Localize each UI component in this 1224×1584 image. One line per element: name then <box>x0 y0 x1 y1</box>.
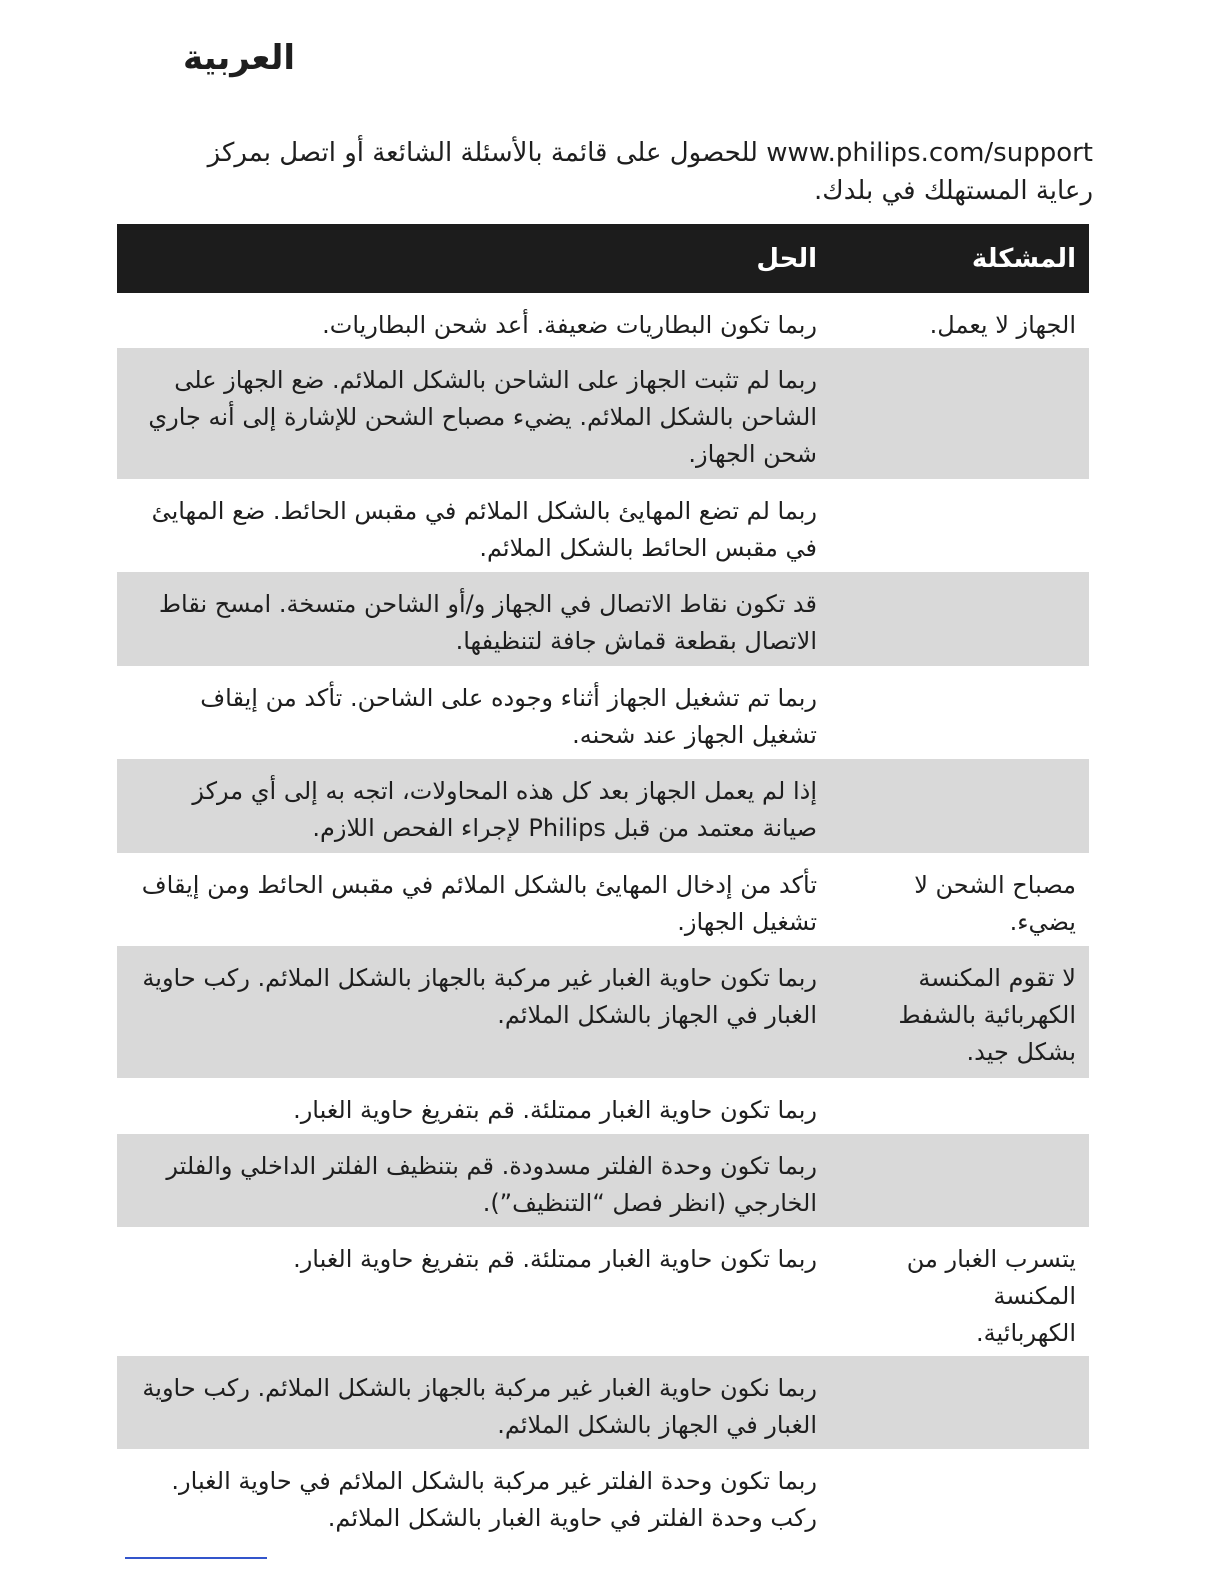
solution-cell: ربما نكون حاوية الغبار غير مركبة بالجهاز بالشكل الملائم. ركب حاوية الغبار في الجهاز بالشكل الملائم. <box>142 1374 817 1439</box>
table-row <box>117 853 1089 946</box>
problem-cell <box>830 479 1089 572</box>
table-row <box>117 1449 1089 1543</box>
solution-cell: ربما تكون وحدة الفلتر غير مركبة بالشكل الملائم في حاوية الغبار. ركب وحدة الفلتر في حاوية الغبار بالشكل الملائم. <box>171 1467 817 1532</box>
solution-cell: إذا لم يعمل الجهاز بعد كل هذه المحاولات، اتجه به إلى أي مركز صيانة معتمد من قبل Philips لإجراء الفحص اللازم. <box>192 777 817 842</box>
table-row <box>117 1356 1089 1449</box>
solution-cell: ربما تكون حاوية الغبار ممتلئة. قم بتفريغ حاوية الغبار. <box>293 1096 817 1124</box>
problem-cell <box>830 1356 1089 1449</box>
solution-cell: قد تكون نقاط الاتصال في الجهاز و/أو الشاحن متسخة. امسح نقاط الاتصال بقطعة قماش جافة لتنظيفها. <box>158 590 817 655</box>
table-row <box>117 348 1089 479</box>
language-heading: العربية <box>183 38 296 78</box>
table-row <box>117 759 1089 853</box>
table-row <box>117 666 1089 759</box>
table-row <box>117 946 1089 1078</box>
solution-cell: ربما تم تشغيل الجهاز أثناء وجوده على الشاحن. تأكد من إيقاف تشغيل الجهاز عند شحنه. <box>200 684 817 749</box>
solution-cell: ربما تكون البطاريات ضعيفة. أعد شحن البطاريات. <box>322 311 817 339</box>
table-row <box>117 1078 1089 1134</box>
table-row <box>117 1227 1089 1356</box>
solution-cell: ربما تكون حاوية الغبار ممتلئة. قم بتفريغ حاوية الغبار. <box>293 1245 817 1273</box>
header-solution: الحل <box>756 243 817 274</box>
table-row <box>117 293 1089 348</box>
problem-cell <box>830 759 1089 853</box>
footnote-divider <box>125 1557 267 1559</box>
problem-cell <box>830 1449 1089 1543</box>
solution-cell: تأكد من إدخال المهايئ بالشكل الملائم في مقبس الحائط ومن إيقاف تشغيل الجهاز. <box>141 871 817 936</box>
problem-cell <box>830 572 1089 666</box>
solution-cell: ربما تكون حاوية الغبار غير مركبة بالجهاز بالشكل الملائم. ركب حاوية الغبار في الجهاز بالشكل الملائم. <box>142 964 817 1029</box>
solution-cell: ربما تكون وحدة الفلتر مسدودة. قم بتنظيف الفلتر الداخلي والفلتر الخارجي (انظر فصل “التنظيف”). <box>166 1152 817 1217</box>
problem-cell <box>830 348 1089 479</box>
problem-cell <box>830 1134 1089 1227</box>
solution-cell: ربما لم تثبت الجهاز على الشاحن بالشكل الملائم. ضع الجهاز على الشاحن بالشكل الملائم. يضيء مصباح الشحن للإشارة إلى أنه جاري شحن الجهاز. <box>148 366 817 468</box>
problem-cell <box>830 1078 1089 1134</box>
table-row <box>117 479 1089 572</box>
table-row <box>117 572 1089 666</box>
intro-paragraph: www.philips.com/support للحصول على قائمة بالأسئلة الشائعة أو اتصل بمركز رعاية المستهلك في بلدك. <box>207 138 1093 206</box>
problem-cell: لا تقوم المكنسة الكهربائية بالشفط بشكل جيد. <box>898 964 1076 1066</box>
problem-cell: يتسرب الغبار من المكنسة الكهربائية. <box>906 1245 1076 1347</box>
solution-cell: ربما لم تضع المهايئ بالشكل الملائم في مقبس الحائط. ضع المهايئ في مقبس الحائط بالشكل الملائم. <box>151 497 817 562</box>
header-problem: المشكلة <box>971 243 1076 274</box>
problem-cell <box>830 666 1089 759</box>
problem-cell: الجهاز لا يعمل. <box>929 311 1076 339</box>
troubleshooting-table <box>117 224 1089 1543</box>
table-row <box>117 1134 1089 1227</box>
table-header <box>117 224 1089 293</box>
problem-cell: مصباح الشحن لا يضيء. <box>914 871 1076 936</box>
